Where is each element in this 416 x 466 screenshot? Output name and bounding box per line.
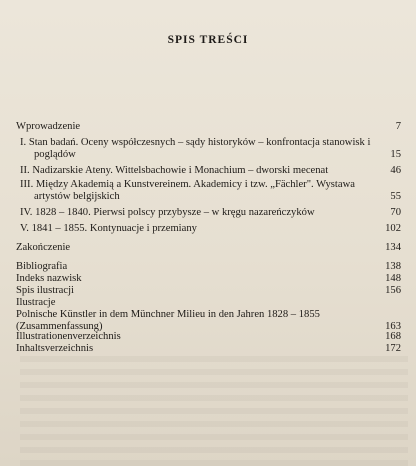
toc-entry-text: I. Stan badań. Oceny współczesnych – sądy historyków – konfrontacja stanowisk i poglądów xyxy=(20,137,371,161)
toc-entry-chapter-3 xyxy=(16,179,401,203)
toc-entry-chapter-5 xyxy=(16,223,401,235)
toc-entry-page: 15 xyxy=(390,149,401,161)
toc-entry-ilustracje xyxy=(16,297,401,309)
toc-entry-text: II. Nadizarskie Ateny. Wittelsbachowie i Monachium – dworski mecenat xyxy=(20,165,329,176)
toc-entry-text: IV. 1828 – 1840. Pierwsi polscy przybysze – w kręgu nazareńczyków xyxy=(20,207,315,218)
page-title: SPIS TREŚCI xyxy=(167,34,249,46)
toc-entry-text: Wprowadzenie xyxy=(16,121,81,132)
toc-entry-bibliografia xyxy=(16,261,401,273)
toc-entry-page: 168 xyxy=(385,331,401,342)
toc-entry-text: Ilustracje xyxy=(16,297,56,308)
toc-entry-page: 102 xyxy=(385,223,401,234)
toc-entry-wprowadzenie xyxy=(16,121,401,133)
toc-entry-text: Zakończenie xyxy=(16,242,71,253)
toc-entry-indeks xyxy=(16,273,401,285)
toc-entry-text: III. Między Akademią a Kunstvereinem. Akademicy i tzw. „Fächler". Wystawa artystów belgijskich xyxy=(20,179,355,203)
toc-entry-page: 172 xyxy=(385,343,401,354)
toc-entry-text: Illustrationenverzeichnis xyxy=(16,331,121,342)
toc-entry-inhaltsverzeichnis xyxy=(16,343,401,355)
toc-entry-illustrationenverzeichnis xyxy=(16,331,401,343)
toc-entry-chapter-1 xyxy=(16,137,401,161)
toc-entry-page: 134 xyxy=(385,242,401,253)
toc-entry-zusammenfassung xyxy=(16,309,401,333)
toc-entry-page: 7 xyxy=(395,121,401,132)
toc-entry-page: 156 xyxy=(385,285,401,296)
toc-entry-page: 148 xyxy=(385,273,401,284)
toc-entry-text: Inhaltsverzeichnis xyxy=(16,343,94,354)
toc-entry-text: Polnische Künstler in dem Münchner Milieu in den Jahren 1828 – 1855 (Zusammenfassung) xyxy=(16,309,320,333)
toc-entry-chapter-2 xyxy=(16,165,401,177)
toc-entry-text: V. 1841 – 1855. Kontynuacje i przemiany xyxy=(20,223,197,234)
toc-entry-page: 46 xyxy=(390,165,401,176)
toc-entry-page: 163 xyxy=(385,321,401,333)
toc-entry-page: 55 xyxy=(390,191,401,203)
bleed-through-text xyxy=(20,356,408,466)
toc-entry-chapter-4 xyxy=(16,207,401,219)
toc-entry-page: 70 xyxy=(390,207,401,218)
toc-entry-text: Spis ilustracji xyxy=(16,285,74,296)
toc-entry-text: Bibliografia xyxy=(16,261,68,272)
toc-entry-zakonczenie xyxy=(16,242,401,254)
toc-entry-page: 138 xyxy=(385,261,401,272)
toc-entry-spis-ilustracji xyxy=(16,285,401,297)
toc-entry-text: Indeks nazwisk xyxy=(16,273,82,284)
